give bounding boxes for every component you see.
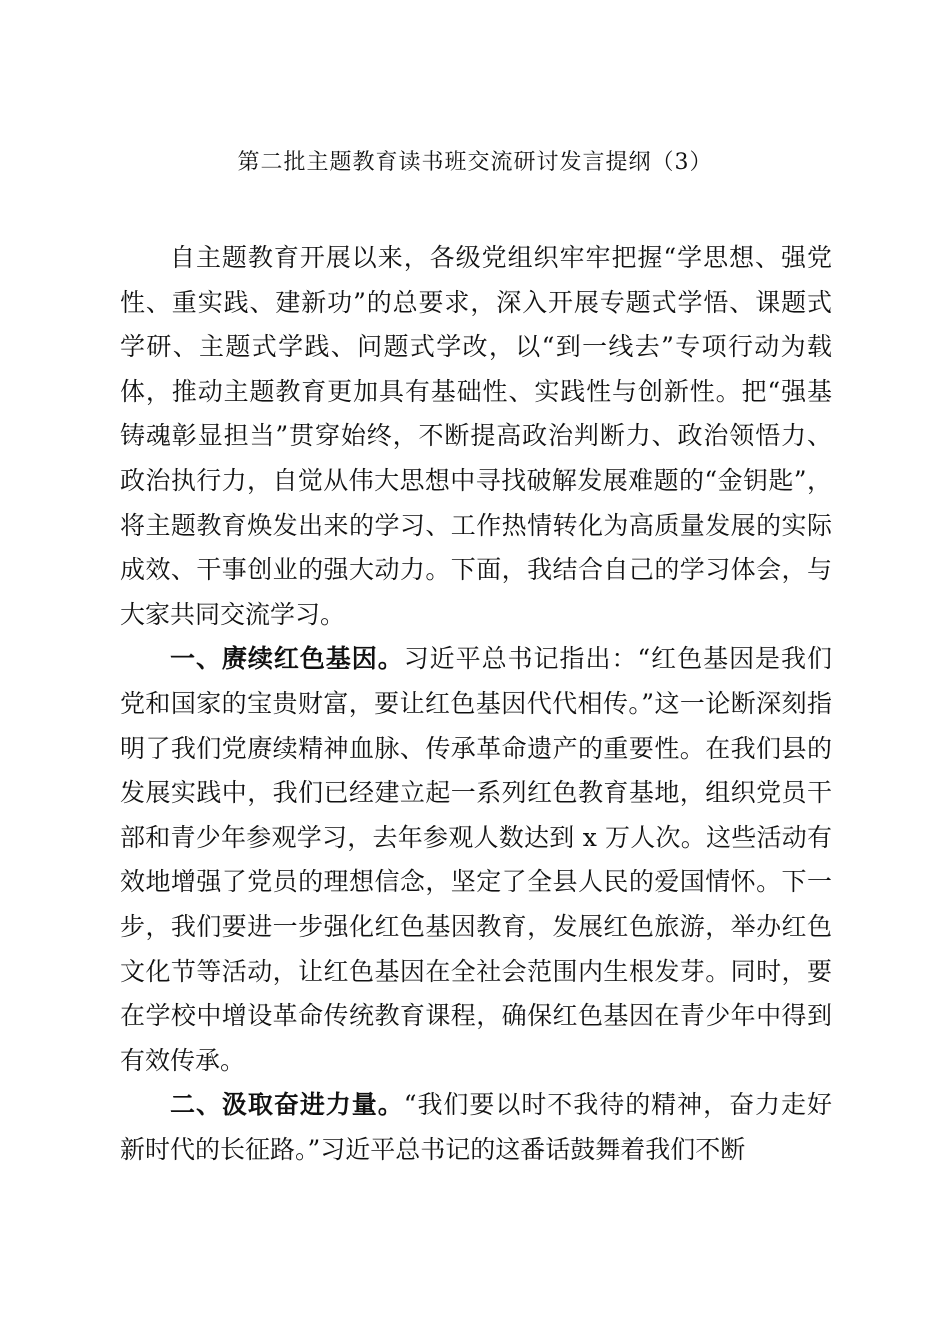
document-title: 第二批主题教育读书班交流研讨发言提纲（3） [237, 150, 713, 175]
intro-paragraph: 自主题教育开展以来，各级党组织牢牢把握“学思想、强党性、重实践、建新功”的总要求，深入开展专题式学悟、课题式学研、主题式学践、问题式学改，以“到一线去”专项行动为载体，推动主题教育更加具有基础性、实践性与创新性。把“强基铸魂彰显担当”贯穿始终，不断提高政治判断力、政治领悟力、政治执行力，自觉从伟大思想中寻找破解发展难题的“金钥匙”，将主题教育焕发出来的学习、工作热情转化为高质量发展的实际成效、干事创业的强大动力。下面，我结合自己的学习体会，与大家共同交流学习。 [120, 243, 832, 629]
section-text-2: “我们要以时不我待的精神，奋力走好新时代的长征路。”习近平总书记的这番话鼓舞着我们不断 [120, 1090, 832, 1164]
section-text-1: 习近平总书记指出：“红色基因是我们党和国家的宝贵财富，要让红色基因代代相传。”这一论断深刻指明了我们党赓续精神血脉、传承革命遗产的重要性。在我们县的发展实践中，我们已经建立起一系列红色教育基地，组织党员干部和青少年参观学习，去年参观人数达到 x 万人次。这些活动有效地增强了党员的理想信念，坚定了全县人民的爱国情怀。下一步，我们要进一步强化红色基因教育，发展红色旅游，举办红色文化节等活动，让红色基因在全社会范围内生根发芽。同时，要在学校中增设革命传统教育课程，确保红色基因在青少年中得到有效传承。 [120, 644, 832, 1075]
section-heading-1: 一、赓续红色基因。 [170, 644, 404, 674]
section-paragraph-2 [120, 1083, 832, 1172]
section-paragraph-1 [120, 637, 832, 1083]
section-heading-2: 二、汲取奋进力量。 [170, 1090, 404, 1120]
document-body [120, 236, 832, 1172]
